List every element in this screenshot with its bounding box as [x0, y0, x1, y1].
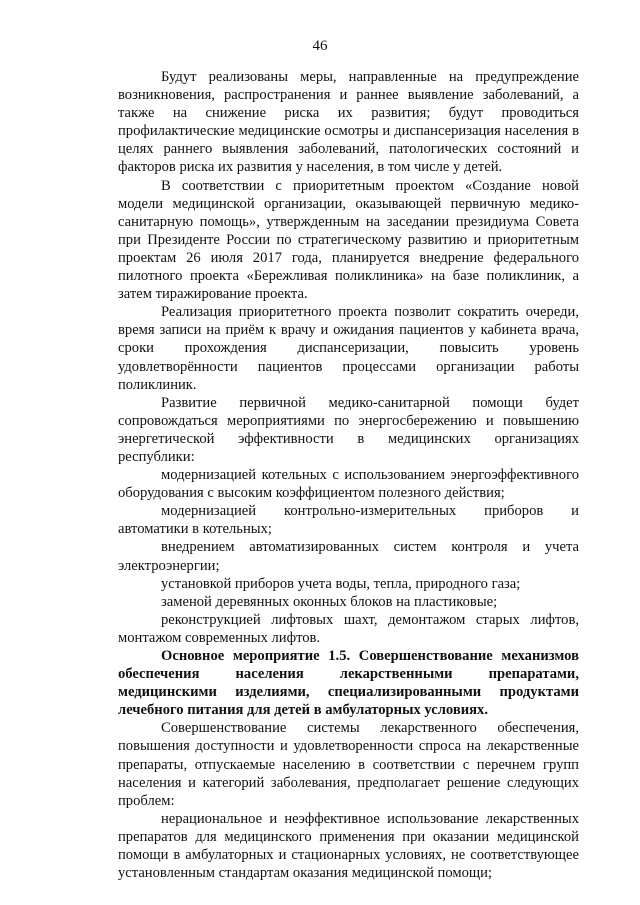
list-item-elevator-reconstruction: реконструкцией лифтовых шахт, демонтажом старых лифтов, монтажом современных лифтов.	[118, 611, 579, 646]
page-number: 46	[312, 38, 328, 54]
list-item-irrational-use: нерациональное и неэффективное использование лекарственных препаратов для медицинского применения при оказании медицинской помощи в амбулаторных и стационарных условиях, не соответствующее установленным стандартам оказания медицинской помощи;	[118, 810, 579, 882]
paragraph-energy-efficiency: Развитие первичной медико-санитарной помощи будет сопровождаться мероприятиями по энергосбережению и повышению энергетической эффективности в медицинских организациях республики:	[118, 394, 579, 465]
paragraph-project-implementation: Реализация приоритетного проекта позволит сократить очереди, время записи на приём к врачу и ожидания пациентов у кабинета врача, сроки прохождения диспансеризации, повысить уровень удовлетворённости пациентов процессами организации работы поликлиник.	[118, 304, 579, 393]
paragraph-drug-supply: Совершенствование системы лекарственного обеспечения, повышения доступности и удовлетворенности спроса на лекарственные препараты, отпускаемые населению в соответствии с перечнем групп населения и категорий заболевания, предполагает решение следующих проблем:	[118, 720, 579, 809]
list-item-boiler-modernization: модернизацией котельных с использованием энергоэффективного оборудования с высоким коэффициентом полезного действия;	[118, 467, 579, 502]
paragraph-priority-project: В соответствии с приоритетным проектом «Создание новой модели медицинской организации, оказывающей первичную медико-санитарную помощь», утвержденным на заседании президиума Совета при Президенте России по стратегическому развитию и приоритетным проектам 26 июля 2017 года, планируется внедрение федерального пилотного проекта «Бережливая поликлиника» на базе поликлиник, а затем тиражирование проекта.	[118, 177, 579, 303]
list-item-electricity-control: внедрением автоматизированных систем контроля и учета электроэнергии;	[118, 539, 579, 574]
list-item-instrument-modernization: модернизацией контрольно-измерительных приборов и автоматики в котельных;	[118, 503, 579, 538]
paragraph-prevention-measures: Будут реализованы меры, направленные на предупреждение возникновения, распространения и раннее выявление заболеваний, а также на снижение риска их развития; будут проводиться профилактические медицинские осмотры и диспансеризация населения в целях раннего выявления заболеваний, патологических состояний и факторов риска их развития у населения, в том числе у детей.	[118, 69, 579, 176]
section-heading-1-5: Основное мероприятие 1.5. Совершенствование механизмов обеспечения населения лекарственными препаратами, медицинскими изделиями, специализированными продуктами лечебного питания для детей в амбулаторных условиях.	[118, 648, 579, 719]
body-text	[118, 68, 579, 882]
list-item-window-replacement: заменой деревянных оконных блоков на пластиковые;	[161, 593, 498, 610]
list-item-meters-installation: установкой приборов учета воды, тепла, природного газа;	[161, 575, 521, 592]
